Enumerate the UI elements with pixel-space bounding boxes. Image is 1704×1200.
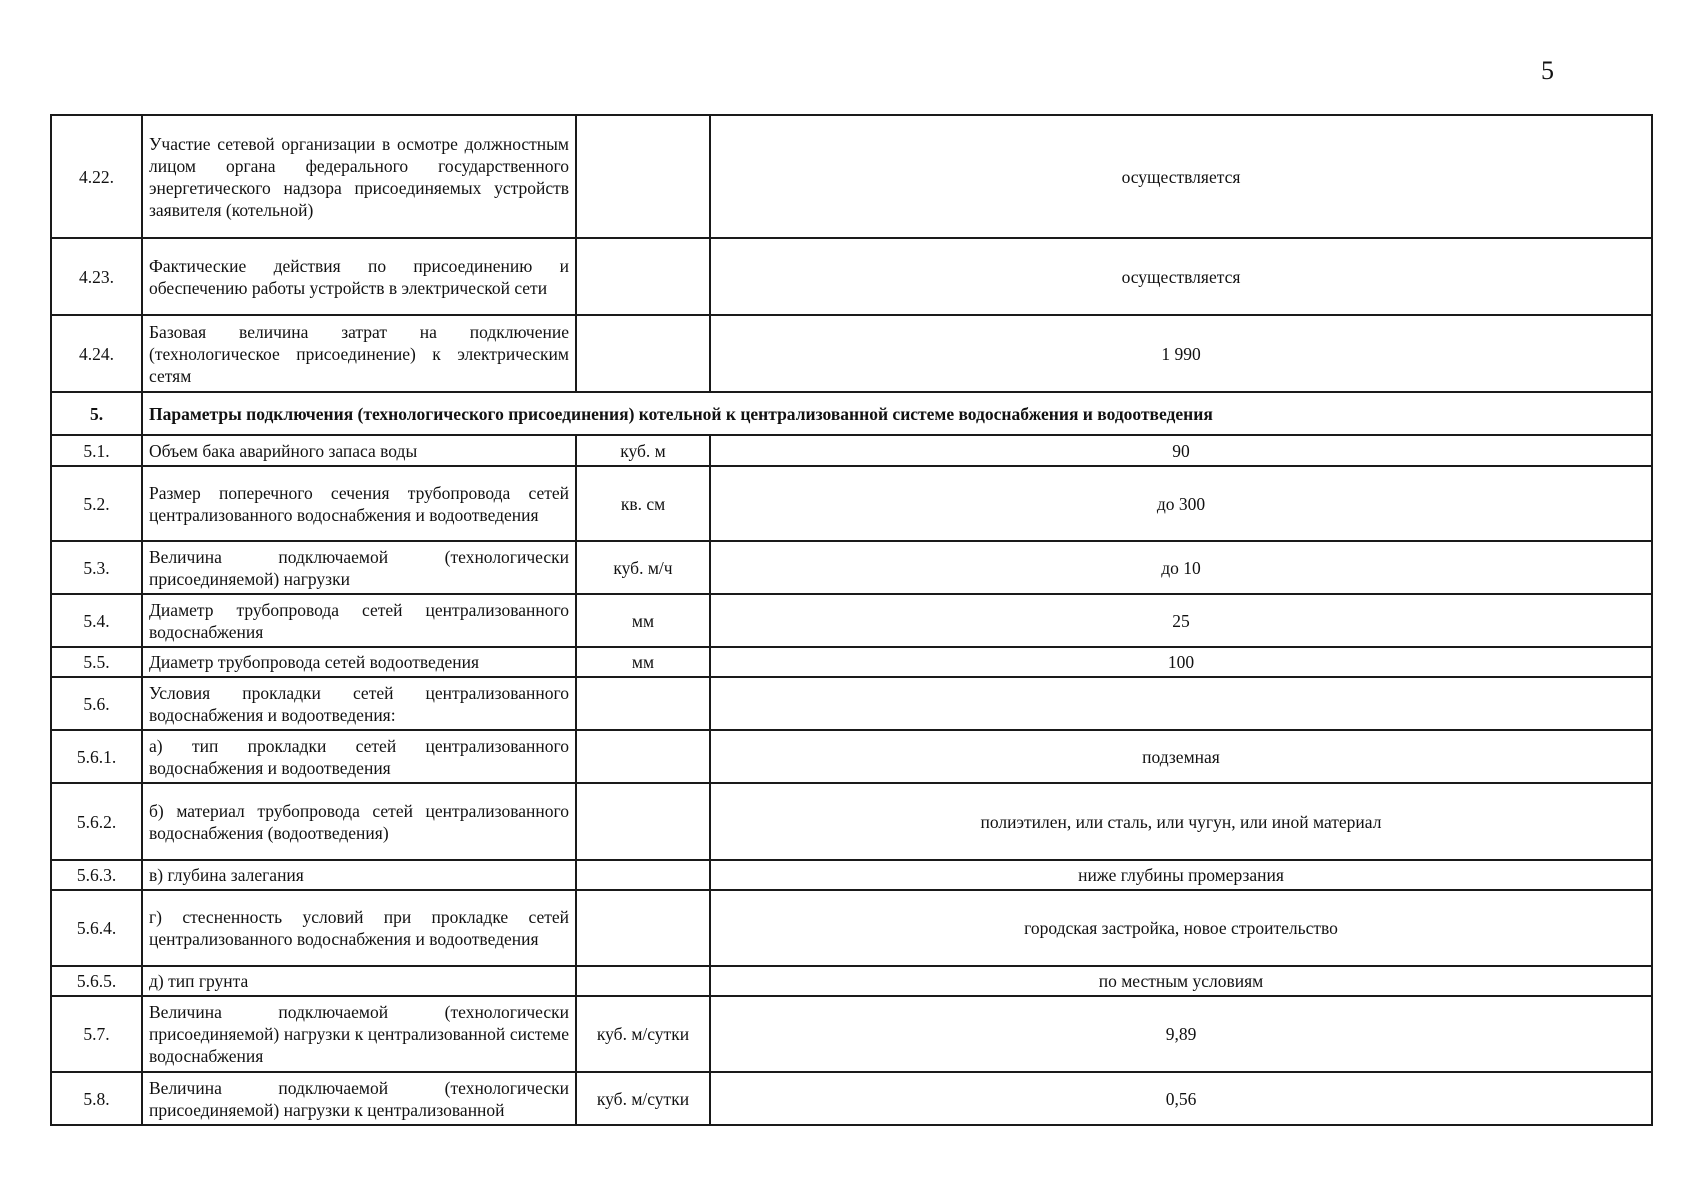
page-number: 5 xyxy=(1541,56,1554,85)
row-number: 5.6.5. xyxy=(51,966,142,996)
row-value: 25 xyxy=(710,594,1652,647)
row-value: по местным условиям xyxy=(710,966,1652,996)
row-unit xyxy=(576,677,710,730)
row-name: д) тип грунта xyxy=(142,966,576,996)
table-row xyxy=(51,890,1652,966)
row-name: Объем бака аварийного запаса воды xyxy=(142,435,576,466)
row-name: Условия прокладки сетей централизованного водоснабжения и водоотведения: xyxy=(142,677,576,730)
row-number: 5.7. xyxy=(51,996,142,1072)
row-number: 4.24. xyxy=(51,315,142,392)
row-name: Величина подключаемой (технологически присоединяемой) нагрузки к централизованной системе водоснабжения xyxy=(142,996,576,1072)
row-value: 1 990 xyxy=(710,315,1652,392)
row-unit: кв. см xyxy=(576,466,710,541)
row-unit xyxy=(576,115,710,238)
table-row xyxy=(51,996,1652,1072)
row-number: 5.2. xyxy=(51,466,142,541)
row-number: 5.8. xyxy=(51,1072,142,1125)
row-value: 90 xyxy=(710,435,1652,466)
row-unit xyxy=(576,890,710,966)
row-number: 5.6.2. xyxy=(51,783,142,860)
table-row xyxy=(51,541,1652,594)
row-number: 5.1. xyxy=(51,435,142,466)
row-value: осуществляется xyxy=(710,238,1652,315)
row-number: 4.22. xyxy=(51,115,142,238)
table-row xyxy=(51,594,1652,647)
row-name: Диаметр трубопровода сетей водоотведения xyxy=(142,647,576,677)
table-row xyxy=(51,435,1652,466)
table-row xyxy=(51,730,1652,783)
row-value: полиэтилен, или сталь, или чугун, или иной материал xyxy=(710,783,1652,860)
table-row xyxy=(51,677,1652,730)
row-value: 0,56 xyxy=(710,1072,1652,1125)
table-row xyxy=(51,238,1652,315)
table-row xyxy=(51,860,1652,890)
row-unit: куб. м/сутки xyxy=(576,1072,710,1125)
row-name: Величина подключаемой (технологически присоединяемой) нагрузки xyxy=(142,541,576,594)
row-name: Фактические действия по присоединению и обеспечению работы устройств в электрической сети xyxy=(142,238,576,315)
row-name: г) стесненность условий при прокладке сетей централизованного водоснабжения и водоотведения xyxy=(142,890,576,966)
row-unit xyxy=(576,783,710,860)
row-unit xyxy=(576,238,710,315)
row-value: до 10 xyxy=(710,541,1652,594)
row-unit xyxy=(576,860,710,890)
row-name: б) материал трубопровода сетей централизованного водоснабжения (водоотведения) xyxy=(142,783,576,860)
section-title: Параметры подключения (технологического присоединения) котельной к централизованной системе водоснабжения и водоотведения xyxy=(142,392,1652,435)
table-row xyxy=(51,115,1652,238)
row-name: Величина подключаемой (технологически присоединяемой) нагрузки к централизованной xyxy=(142,1072,576,1125)
row-number: 5.3. xyxy=(51,541,142,594)
row-number: 5.6.3. xyxy=(51,860,142,890)
row-name: Базовая величина затрат на подключение (технологическое присоединение) к электрическим сетям xyxy=(142,315,576,392)
table-row xyxy=(51,315,1652,392)
row-number: 5.6. xyxy=(51,677,142,730)
row-name: Размер поперечного сечения трубопровода сетей централизованного водоснабжения и водоотведения xyxy=(142,466,576,541)
row-name: а) тип прокладки сетей централизованного водоснабжения и водоотведения xyxy=(142,730,576,783)
row-number: 5.6.4. xyxy=(51,890,142,966)
row-unit: куб. м/ч xyxy=(576,541,710,594)
row-value: 9,89 xyxy=(710,996,1652,1072)
row-value: городская застройка, новое строительство xyxy=(710,890,1652,966)
row-name: в) глубина залегания xyxy=(142,860,576,890)
row-value: осуществляется xyxy=(710,115,1652,238)
row-name: Участие сетевой организации в осмотре должностным лицом органа федерального государственного энергетического надзора присоединяемых устройств заявителя (котельной) xyxy=(142,115,576,238)
row-unit: мм xyxy=(576,594,710,647)
row-unit xyxy=(576,315,710,392)
table-row xyxy=(51,647,1652,677)
row-unit xyxy=(576,730,710,783)
section-number: 5. xyxy=(51,392,142,435)
row-value: до 300 xyxy=(710,466,1652,541)
row-number: 5.6.1. xyxy=(51,730,142,783)
row-value: ниже глубины промерзания xyxy=(710,860,1652,890)
section-row xyxy=(51,392,1652,435)
table-row xyxy=(51,966,1652,996)
table-row xyxy=(51,1072,1652,1125)
table-row xyxy=(51,466,1652,541)
row-unit: куб. м xyxy=(576,435,710,466)
parameters-table xyxy=(50,114,1653,1126)
row-value xyxy=(710,677,1652,730)
row-number: 5.4. xyxy=(51,594,142,647)
table-row xyxy=(51,783,1652,860)
row-value: 100 xyxy=(710,647,1652,677)
row-number: 5.5. xyxy=(51,647,142,677)
row-value: подземная xyxy=(710,730,1652,783)
row-unit: куб. м/сутки xyxy=(576,996,710,1072)
row-number: 4.23. xyxy=(51,238,142,315)
row-name: Диаметр трубопровода сетей централизованного водоснабжения xyxy=(142,594,576,647)
row-unit: мм xyxy=(576,647,710,677)
row-unit xyxy=(576,966,710,996)
